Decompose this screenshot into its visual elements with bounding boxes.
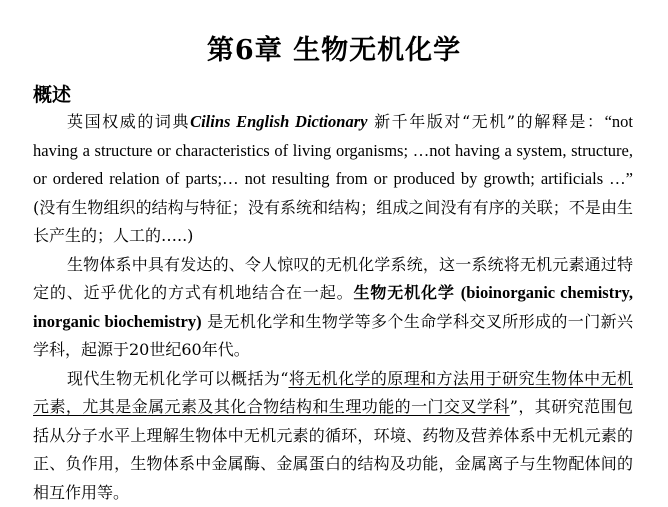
term-chinese: 生物无机化学 <box>354 283 455 302</box>
paragraph2-text: 生物体系中具有发达的、令人惊叹的无机化学系统，这一系统将无机元素通过特定的、近乎优化的方式有机地结合在一起。 <box>33 255 633 303</box>
page-title: 第6章 生物无机化学 <box>0 28 668 67</box>
section-heading: 概述 <box>33 80 71 107</box>
term-english: (bioinorganic chemistry, inorganic biochemistry) <box>33 283 633 331</box>
paragraph3-lead: 现代生物无机化学可以概括为“ <box>67 369 288 388</box>
paragraph-modern <box>33 365 633 507</box>
chinese-gloss: (没有生物组织的结构与特征；没有系统和结构；组成之间没有有序的关联；不是由生长产生的；人工的…..) <box>33 198 633 246</box>
paragraph1-lead: 英国权威的词典 <box>67 112 190 131</box>
paragraph2-tail: 是无机化学和生物学等多个生命学科交叉所形成的一门新兴学科，起源于20世纪60年代。 <box>33 312 633 360</box>
underlined-definition: 将无机化学的原理和方法用于研究生物体中无机元素，尤其是金属元素及其化合物结构和生理功能的一门交叉学科 <box>33 369 633 417</box>
dictionary-name: Cilins English Dictionary <box>190 112 367 131</box>
paragraph-bioinorganic <box>33 251 633 365</box>
english-quote: “not having a structure or characteristics of living organisms; …not having a system, structure, or ordered relation of parts;… not resulting from or produced by growth; artificials …” <box>33 112 633 188</box>
paragraph3-tail: ”，其研究范围包括从分子水平上理解生物体中无机元素的循环，环境、药物及营养体系中无机元素的正、负作用，生物体系中金属酶、金属蛋白的结构及功能，金属离子与生物配体间的相互作用等。 <box>33 397 633 502</box>
paragraph-definition <box>33 108 633 251</box>
paragraph1-mid: 新千年版对“无机”的解释是： <box>367 112 604 131</box>
body-text <box>33 108 633 507</box>
